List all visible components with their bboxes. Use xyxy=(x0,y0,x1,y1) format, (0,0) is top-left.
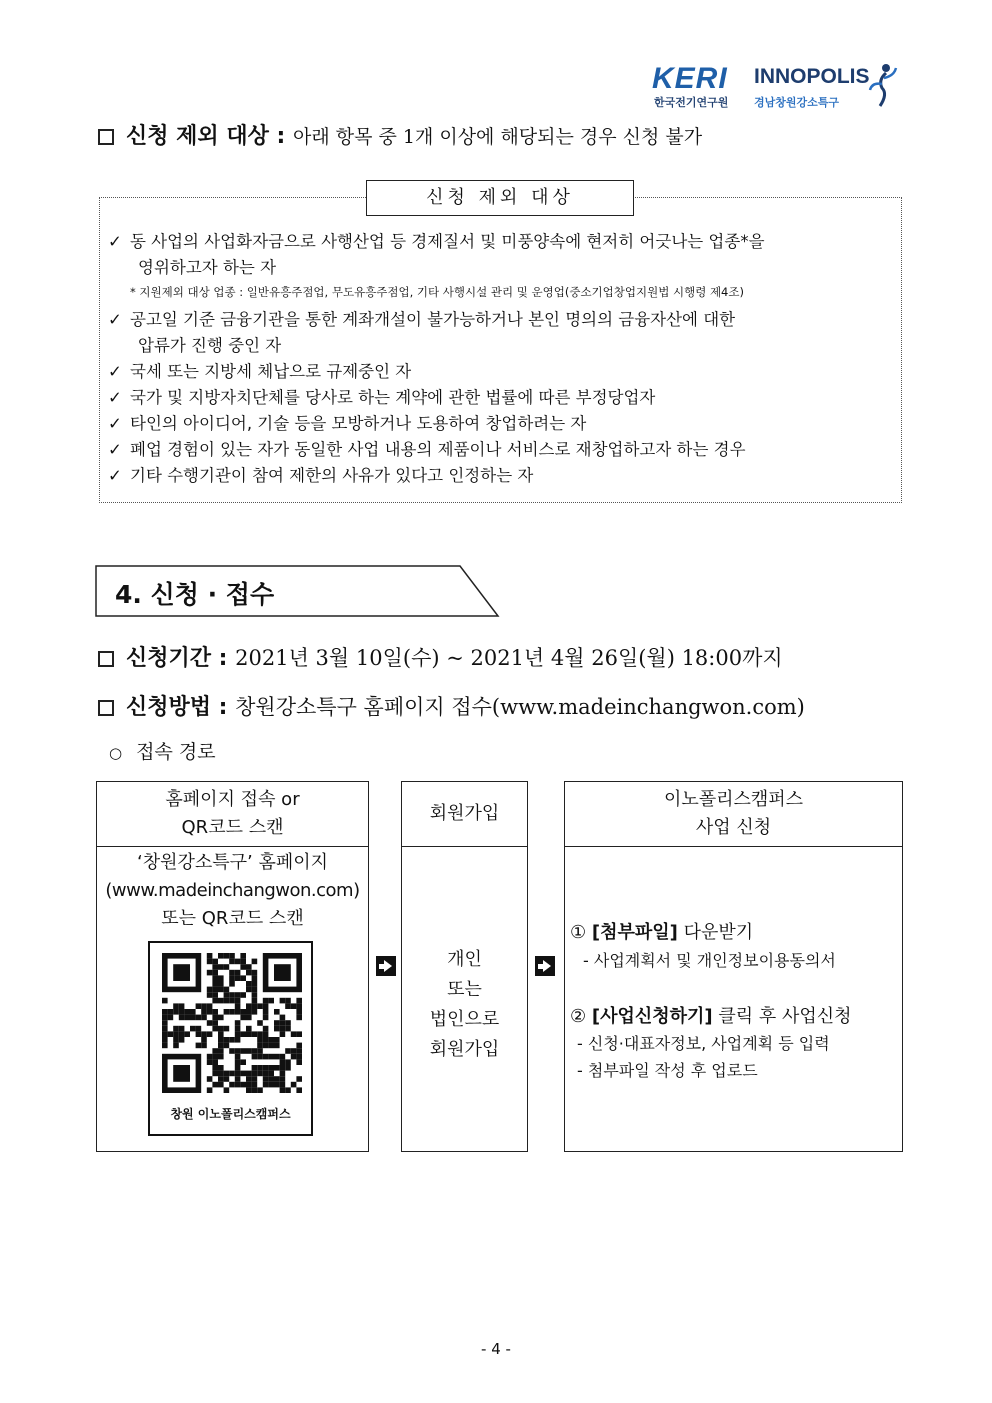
period-value: 2021년 3월 10일(수) ~ 2021년 4월 26일(월) 18:00까지 xyxy=(235,646,783,670)
checkbox-square-icon xyxy=(98,700,114,716)
check-icon: ✓ xyxy=(108,414,122,433)
innopolis-subtitle: 경남창원강소특구 xyxy=(754,96,840,109)
keri-logo-text: KERI xyxy=(652,62,728,95)
excluded-item: ✓ 타인의 아이디어, 기술 등을 모방하거나 도용하여 창업하려는 자 xyxy=(108,411,586,437)
page-number: - 4 - xyxy=(481,1340,511,1358)
excluded-item: ✓ 국가 및 지방자치단체를 당사로 하는 계약에 관한 법률에 따른 부정당업자 xyxy=(108,385,655,411)
check-icon: ✓ xyxy=(108,310,122,329)
keri-subtitle: 한국전기연구원 xyxy=(654,96,729,109)
step3-item2-sub: - 첨부파일 작성 후 업로드 xyxy=(577,1061,758,1080)
qr-code[interactable] xyxy=(148,941,313,1136)
check-icon: ✓ xyxy=(108,440,122,459)
excluded-heading-description: 아래 항목 중 1개 이상에 해당되는 경우 신청 불가 xyxy=(292,126,703,148)
qr-instruction: 또는 QR코드 스캔 xyxy=(161,908,304,929)
homepage-name: ‘창원강소특구’ 홈페이지 xyxy=(136,852,329,873)
flow-step-header: 이노폴리스캠퍼스 사업 신청 xyxy=(565,782,902,847)
period-line xyxy=(98,641,783,672)
checkbox-square-icon xyxy=(98,129,114,145)
step3-item2: ② [사업신청하기] 클릭 후 사업신청 xyxy=(570,1006,852,1027)
check-icon: ✓ xyxy=(108,466,122,485)
section-title: 4. 신청 · 접수 xyxy=(115,580,275,609)
arrow-right-icon xyxy=(376,956,396,976)
logo xyxy=(652,62,902,110)
section-title-box xyxy=(95,565,500,617)
qr-code-image xyxy=(150,951,311,1101)
flow-step-header: 회원가입 xyxy=(402,782,527,847)
arrow-right-icon xyxy=(535,956,555,976)
excluded-heading xyxy=(98,119,702,150)
method-line xyxy=(98,690,805,721)
homepage-url[interactable]: (www.madeinchangwon.com) xyxy=(105,880,360,901)
flow-step-header: 홈페이지 접속 or QR코드 스캔 xyxy=(97,782,368,847)
excluded-item-cont: 영위하고자 하는 자 xyxy=(138,258,277,277)
excluded-item: ✓ 폐업 경험이 있는 자가 동일한 사업 내용의 제품이나 서비스로 재창업하고자 하는 경우 xyxy=(108,437,746,463)
flow-step-signup: 회원가입 개인 또는 법인으로 회원가입 xyxy=(401,781,528,1152)
qr-label: 창원 이노폴리스캠퍼스 xyxy=(170,1107,291,1121)
innopolis-logo-text: INNOPOLIS xyxy=(754,65,870,88)
route-line xyxy=(109,737,216,764)
apply-link[interactable]: [사업신청하기] xyxy=(591,1006,713,1027)
excluded-item: ✓ 기타 수행기관이 참여 제한의 사유가 있다고 인정하는 자 xyxy=(108,463,533,489)
excluded-note: * 지원제외 대상 업종 : 일반유흥주점업, 무도유흥주점업, 기타 사행시설 관리 및 운영업(중소기업창업지원법 시행령 제4조) xyxy=(130,285,744,299)
check-icon: ✓ xyxy=(108,232,122,251)
period-label: 신청기간 : xyxy=(126,646,228,671)
excluded-box-title: 신청 제외 대상 xyxy=(366,180,634,216)
route-label: 접속 경로 xyxy=(136,741,216,763)
step3-item2-sub: - 신청·대표자정보, 사업계획 등 입력 xyxy=(577,1034,830,1053)
circle-bullet-icon: ○ xyxy=(109,744,123,762)
checkbox-square-icon xyxy=(98,651,114,667)
excluded-item-cont: 압류가 진행 중인 자 xyxy=(138,336,282,355)
check-icon: ✓ xyxy=(108,362,122,381)
attachment-link[interactable]: [첨부파일] xyxy=(591,922,678,943)
method-value: 창원강소특구 홈페이지 접수(www.madeinchangwon.com) xyxy=(235,695,805,719)
method-label: 신청방법 : xyxy=(126,695,228,720)
excluded-item: ✓ 공고일 기준 금융기관을 통한 계좌개설이 불가능하거나 본인 명의의 금융자산에 대한 xyxy=(108,307,735,333)
excluded-item: ✓ 동 사업의 사업화자금으로 사행산업 등 경제질서 및 미풍양속에 현저히 어긋나는 업종*을 xyxy=(108,229,765,255)
step3-item1-sub: - 사업계획서 및 개인정보이용동의서 xyxy=(583,951,836,970)
step3-item1: ① [첨부파일] 다운받기 xyxy=(570,922,754,943)
innopolis-figure-icon xyxy=(868,62,898,108)
excluded-item: ✓ 국세 또는 지방세 체납으로 규제중인 자 xyxy=(108,359,411,385)
excluded-heading-label: 신청 제외 대상 : xyxy=(126,124,286,149)
check-icon: ✓ xyxy=(108,388,122,407)
